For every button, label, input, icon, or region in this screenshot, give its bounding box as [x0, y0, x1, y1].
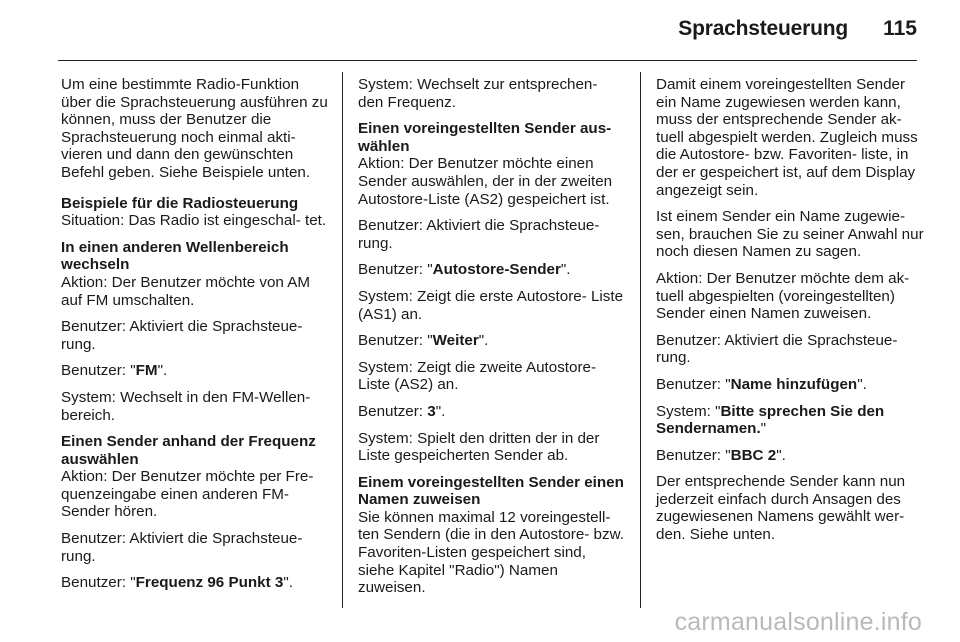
name-preset-user-command-1: Benutzer: "Name hinzufügen".	[656, 375, 867, 393]
situation-text: Situation: Das Radio ist eingeschal- tet.	[61, 212, 327, 230]
preset-system-response-2: System: Zeigt die zweite Autostore- Liste (AS2) an.	[358, 358, 597, 394]
voice-command: Autostore-Sender	[432, 261, 561, 279]
frequency-user-command: Benutzer: "Frequenz 96 Punkt 3".	[61, 574, 293, 592]
header-rule	[58, 60, 917, 61]
name-preset-usage: Ist einem Sender ein Name zugewie- sen, brauchen Sie zu seiner Anwahl nur noch diesen Namen zu sagen.	[656, 208, 924, 261]
section-heading-frequency: Einen Sender anhand der Frequenz auswählen	[61, 433, 316, 468]
name-preset-intro: Sie können maximal 12 voreingestell- ten Sendern (die in den Autostore- bzw. Favoriten-Listen gespeichert sind, siehe Kapitel "Radio") Namen zuweisen.	[358, 508, 624, 597]
waveband-system-response: System: Wechselt in den FM-Wellen- bereich.	[61, 388, 311, 424]
column-1	[61, 76, 329, 592]
voice-command: Name hinzufügen	[730, 375, 858, 393]
name-preset-requirements: Damit einem voreingestellten Sender ein Name zugewiesen werden kann, muss der entsprechende Sender ak- tuell abgespielt werden. Zugleich muss die Autostore- bzw. Favoriten- liste, in der er gespeichert ist, auf dem Display angezeigt sein.	[656, 76, 918, 199]
waveband-user-activate: Benutzer: Aktiviert die Sprachsteue- rung.	[61, 318, 303, 353]
name-preset-user-activate: Benutzer: Aktiviert die Sprachsteue- rung.	[656, 331, 898, 367]
section-heading-preset: Einen voreingestellten Sender aus- wählen	[358, 120, 612, 155]
waveband-user-command: Benutzer: "FM".	[61, 362, 168, 380]
intro-paragraph: Um eine bestimmte Radio-Funktion über die Sprachsteuerung ausführen zu können, muss der Benutzer die Sprachsteuerung noch einmal akti- vieren und dann den gewünschten Befehl geben. Siehe Beispiele unten.	[61, 76, 328, 181]
waveband-action: Aktion: Der Benutzer möchte von AM auf FM umschalten.	[61, 273, 311, 309]
column-divider-2	[640, 72, 641, 608]
name-preset-user-command-2: Benutzer: "BBC 2".	[656, 446, 786, 464]
voice-command: 3	[427, 402, 436, 420]
section-heading-name-preset: Einem voreingestellten Sender einen Namen zuweisen	[358, 473, 624, 509]
frequency-action: Aktion: Der Benutzer möchte per Fre- quenzeingabe einen anderen FM- Sender hören.	[61, 468, 314, 521]
frequency-user-activate: Benutzer: Aktiviert die Sprachsteue- rung.	[61, 530, 303, 565]
name-preset-system-response: System: "Bitte sprechen Sie den Sendernamen."	[656, 402, 885, 438]
preset-system-response-3: System: Spielt den dritten der in der Liste gespeicherten Sender ab.	[358, 429, 600, 465]
preset-user-command-1: Benutzer: "Autostore-Sender".	[358, 261, 571, 279]
page-header	[0, 0, 960, 62]
section-heading-examples: Beispiele für die Radiosteuerung	[61, 194, 299, 212]
page-number: 115	[883, 17, 917, 40]
column-divider-1	[342, 72, 343, 608]
watermark: carmanualsonline.info	[674, 608, 922, 636]
preset-user-command-2: Benutzer: "Weiter".	[358, 332, 489, 350]
column-3	[656, 76, 924, 544]
voice-command: Frequenz 96 Punkt 3	[135, 574, 284, 592]
voice-command: FM	[135, 362, 158, 380]
name-preset-conclusion: Der entsprechende Sender kann nun jederzeit einfach durch Ansagen des zugewiesenen Namens gewählt wer- den. Siehe unten.	[656, 473, 906, 544]
voice-command: BBC 2	[730, 446, 777, 464]
frequency-system-response: System: Wechselt zur entsprechen- den Frequenz.	[358, 76, 598, 111]
preset-user-activate: Benutzer: Aktiviert die Sprachsteue- rung.	[358, 217, 600, 252]
section-heading-waveband: In einen anderen Wellenbereich wechseln	[61, 238, 289, 274]
column-2	[358, 76, 626, 597]
system-prompt: Bitte sprechen Sie den Sendernamen.	[656, 402, 885, 438]
name-preset-action: Aktion: Der Benutzer möchte dem ak- tuell abgespielten (voreingestellten) Sender einen Namen zuweisen.	[656, 269, 910, 323]
preset-system-response-1: System: Zeigt die erste Autostore- Liste (AS1) an.	[358, 287, 624, 323]
preset-action: Aktion: Der Benutzer möchte einen Sender auswählen, der in der zweiten Autostore-Liste (AS2) gespeichert ist.	[358, 155, 613, 208]
page-title: Sprachsteuerung	[678, 17, 848, 40]
preset-user-command-3: Benutzer: 3".	[358, 402, 446, 420]
voice-command: Weiter	[432, 332, 479, 350]
